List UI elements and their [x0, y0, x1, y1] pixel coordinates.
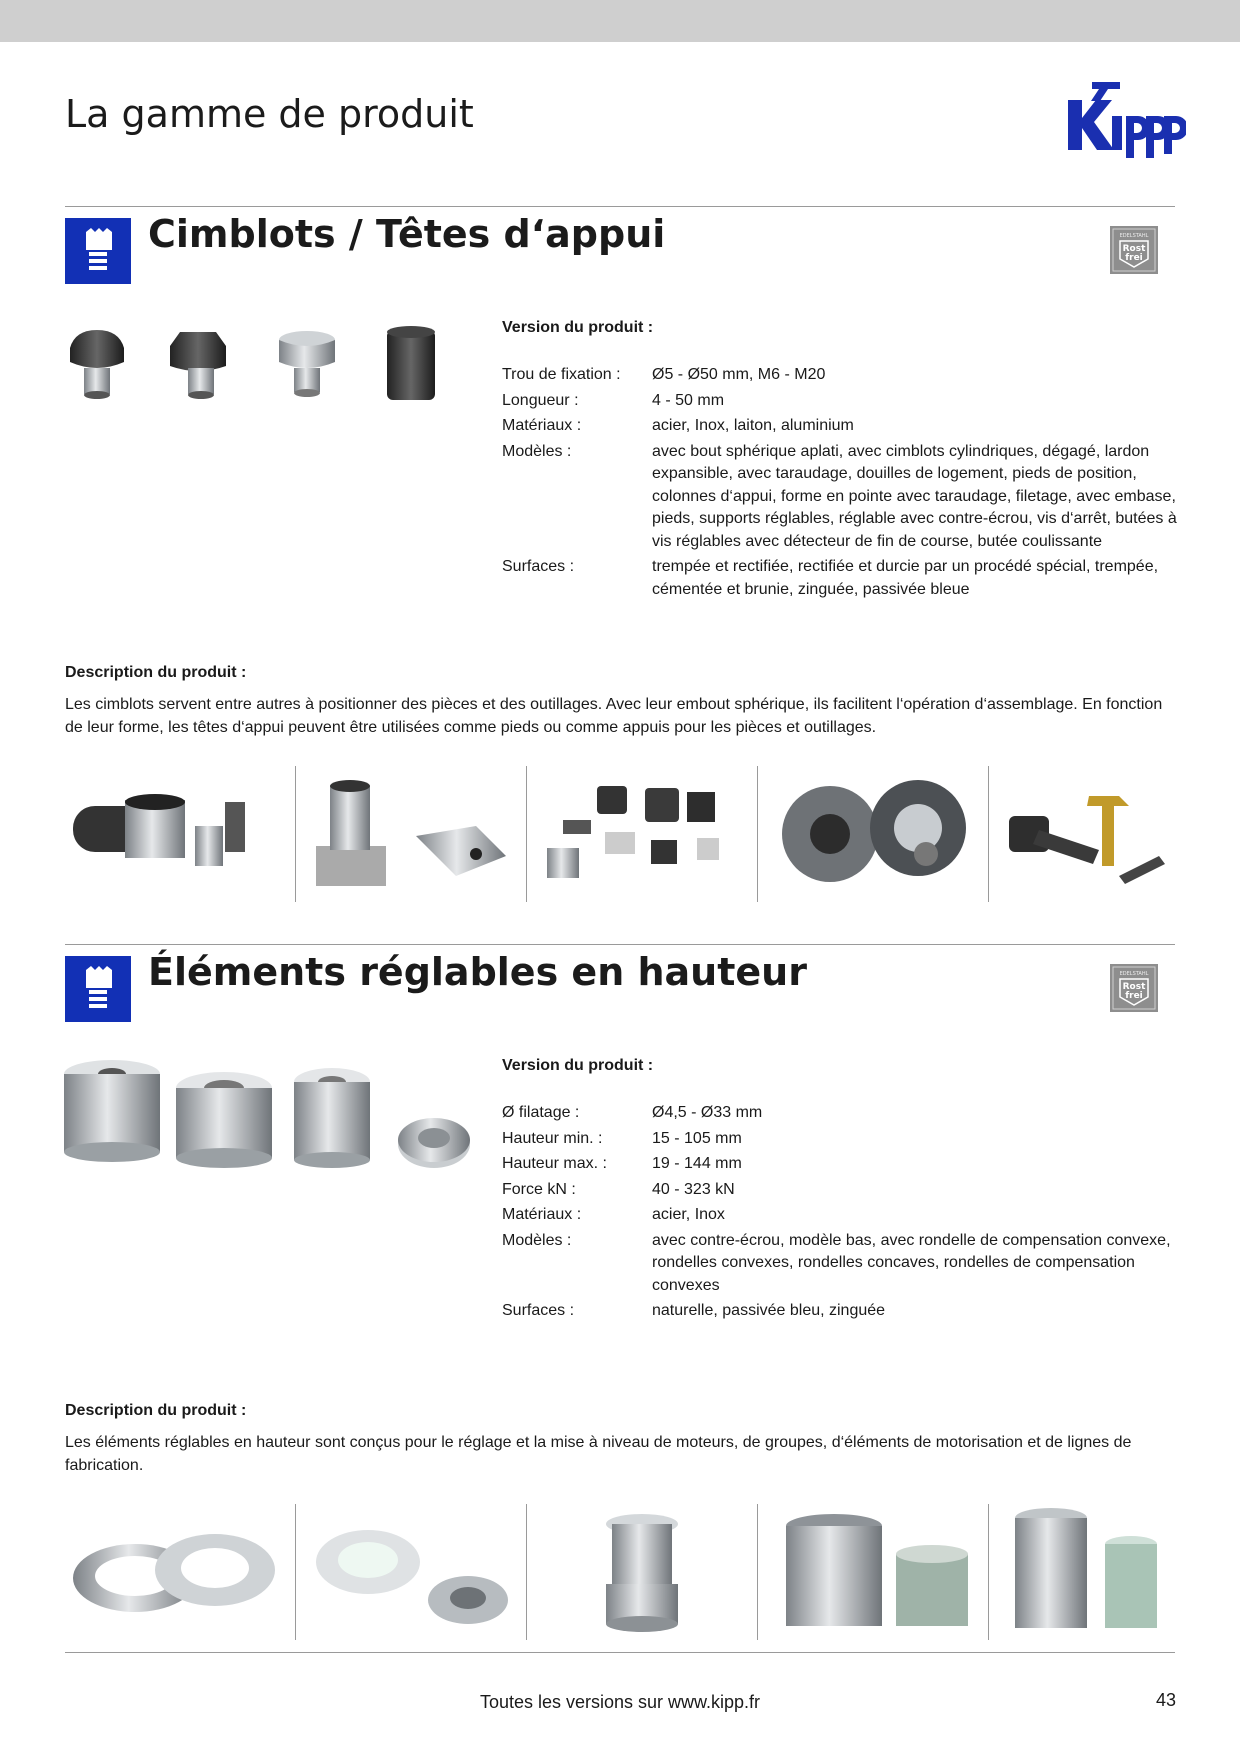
product-photos-leveling	[62, 1058, 482, 1178]
spec-row: Force kN : 40 - 323 kN	[502, 1180, 735, 1198]
leveling-element-photo	[176, 1072, 272, 1168]
diamond-pin-photo	[170, 332, 226, 399]
section-divider	[65, 206, 1175, 207]
spec-row: Ø filatage : Ø4,5 - Ø33 mm	[502, 1104, 763, 1121]
description-text: Les éléments réglables en hauteur sont conçus pour le réglage et la mise à niveau de moteurs, de groupes, d‘éléments de motorisation et de lignes de fabrication.	[65, 1434, 1132, 1474]
badge-line-2: frei	[1125, 991, 1143, 1001]
gallery-photo	[989, 766, 1179, 902]
description-heading: Description du produit :	[65, 1402, 247, 1419]
spec-row: Trou de fixation : Ø5 - Ø50 mm, M6 - M20	[502, 366, 826, 383]
spec-row: Modèles : avec contre-écrou, modèle bas, avec rondelle de compensation convexe, rondelles convexes, rondelles concaves, rondelles de compensation convexes	[502, 1231, 1171, 1294]
spec-row: Surfaces : trempée et rectifiée, rectifiée et durcie par un procédé spécial, trempée, cémentée et brunie, zinguée, passivée bleue	[502, 558, 1159, 598]
stainless-steel-badge	[1110, 964, 1158, 1012]
compensation-washer-photo	[398, 1118, 470, 1168]
page-title: La gamme de produit	[65, 92, 474, 136]
knurled-support-photo	[387, 326, 435, 400]
flat-head-pin-photo	[279, 331, 335, 397]
gallery-photo	[296, 1504, 527, 1640]
spec-row: Longueur : 4 - 50 mm	[502, 391, 725, 409]
description-text: Les cimblots servent entre autres à positionner des pièces et des outillages. Avec leur embout sphérique, ils facilitent l‘opération d‘assemblage. En fonction de leur forme, les têtes d‘appui peuvent être utilisées comme pieds ou comme appuis pour les pièces et outillages.	[65, 696, 1163, 736]
badge-line-1: Rost	[1122, 982, 1146, 992]
leveling-element-photo	[294, 1068, 370, 1168]
product-photos-cimblots	[62, 318, 482, 438]
badge-top-text: EDELSTAHL	[1119, 971, 1149, 977]
gallery-photo	[758, 766, 989, 902]
section-divider	[65, 944, 1175, 945]
gallery-photo	[527, 1504, 758, 1640]
gallery-photo	[989, 1504, 1179, 1640]
gallery-photo	[758, 1504, 989, 1640]
application-gallery	[65, 1504, 1175, 1640]
description-block	[65, 664, 1175, 739]
footer-divider	[65, 1652, 1175, 1653]
locating-pin-category-icon	[65, 956, 131, 1022]
page-number: 43	[1155, 1690, 1176, 1710]
description-heading: Description du produit :	[65, 664, 247, 681]
gallery-photo	[65, 1504, 296, 1640]
ball-head-pin-photo	[70, 330, 124, 399]
section-title: Cimblots / Têtes d‘appui	[148, 212, 666, 256]
spec-row: Modèles : avec bout sphérique aplati, avec cimblots cylindriques, dégagé, lardon expansible, avec taraudage, douilles de logement, pieds de position, colonnes d‘appui, forme en pointe avec taraudage, filetage, avec embase, pieds, supports réglables, réglable avec contre-écrou, vis d‘arrêt, butées à vis réglables avec détecteur de fin de course, butée coulissante	[502, 442, 1177, 550]
spec-block	[502, 1054, 1182, 1326]
spec-row: Matériaux : acier, Inox	[502, 1206, 725, 1223]
kipp-logo	[1060, 72, 1186, 168]
spec-row: Matériaux : acier, Inox, laiton, aluminium	[502, 417, 854, 434]
gallery-photo	[527, 766, 758, 902]
version-heading: Version du produit :	[502, 1057, 654, 1074]
badge-line-2: frei	[1125, 253, 1143, 263]
application-gallery	[65, 766, 1175, 902]
spec-block	[502, 316, 1182, 604]
leveling-element-photo	[64, 1060, 160, 1162]
gallery-photo	[296, 766, 527, 902]
badge-line-1: Rost	[1122, 244, 1146, 254]
section-elements-reglables	[0, 946, 1240, 1686]
spec-row: Hauteur min. : 15 - 105 mm	[502, 1129, 742, 1147]
footer-url: Toutes les versions sur www.kipp.fr	[479, 1692, 761, 1712]
section-title: Éléments réglables en hauteur	[148, 950, 807, 994]
section-cimblots	[0, 208, 1240, 948]
badge-top-text: EDELSTAHL	[1119, 233, 1149, 239]
description-block	[65, 1402, 1175, 1477]
spec-row: Surfaces : naturelle, passivée bleu, zinguée	[502, 1302, 886, 1319]
locating-pin-category-icon	[65, 218, 131, 284]
top-bar	[0, 0, 1240, 42]
version-heading: Version du produit :	[502, 319, 654, 336]
stainless-steel-badge	[1110, 226, 1158, 274]
spec-row: Hauteur max. : 19 - 144 mm	[502, 1155, 742, 1172]
gallery-photo	[65, 766, 296, 902]
